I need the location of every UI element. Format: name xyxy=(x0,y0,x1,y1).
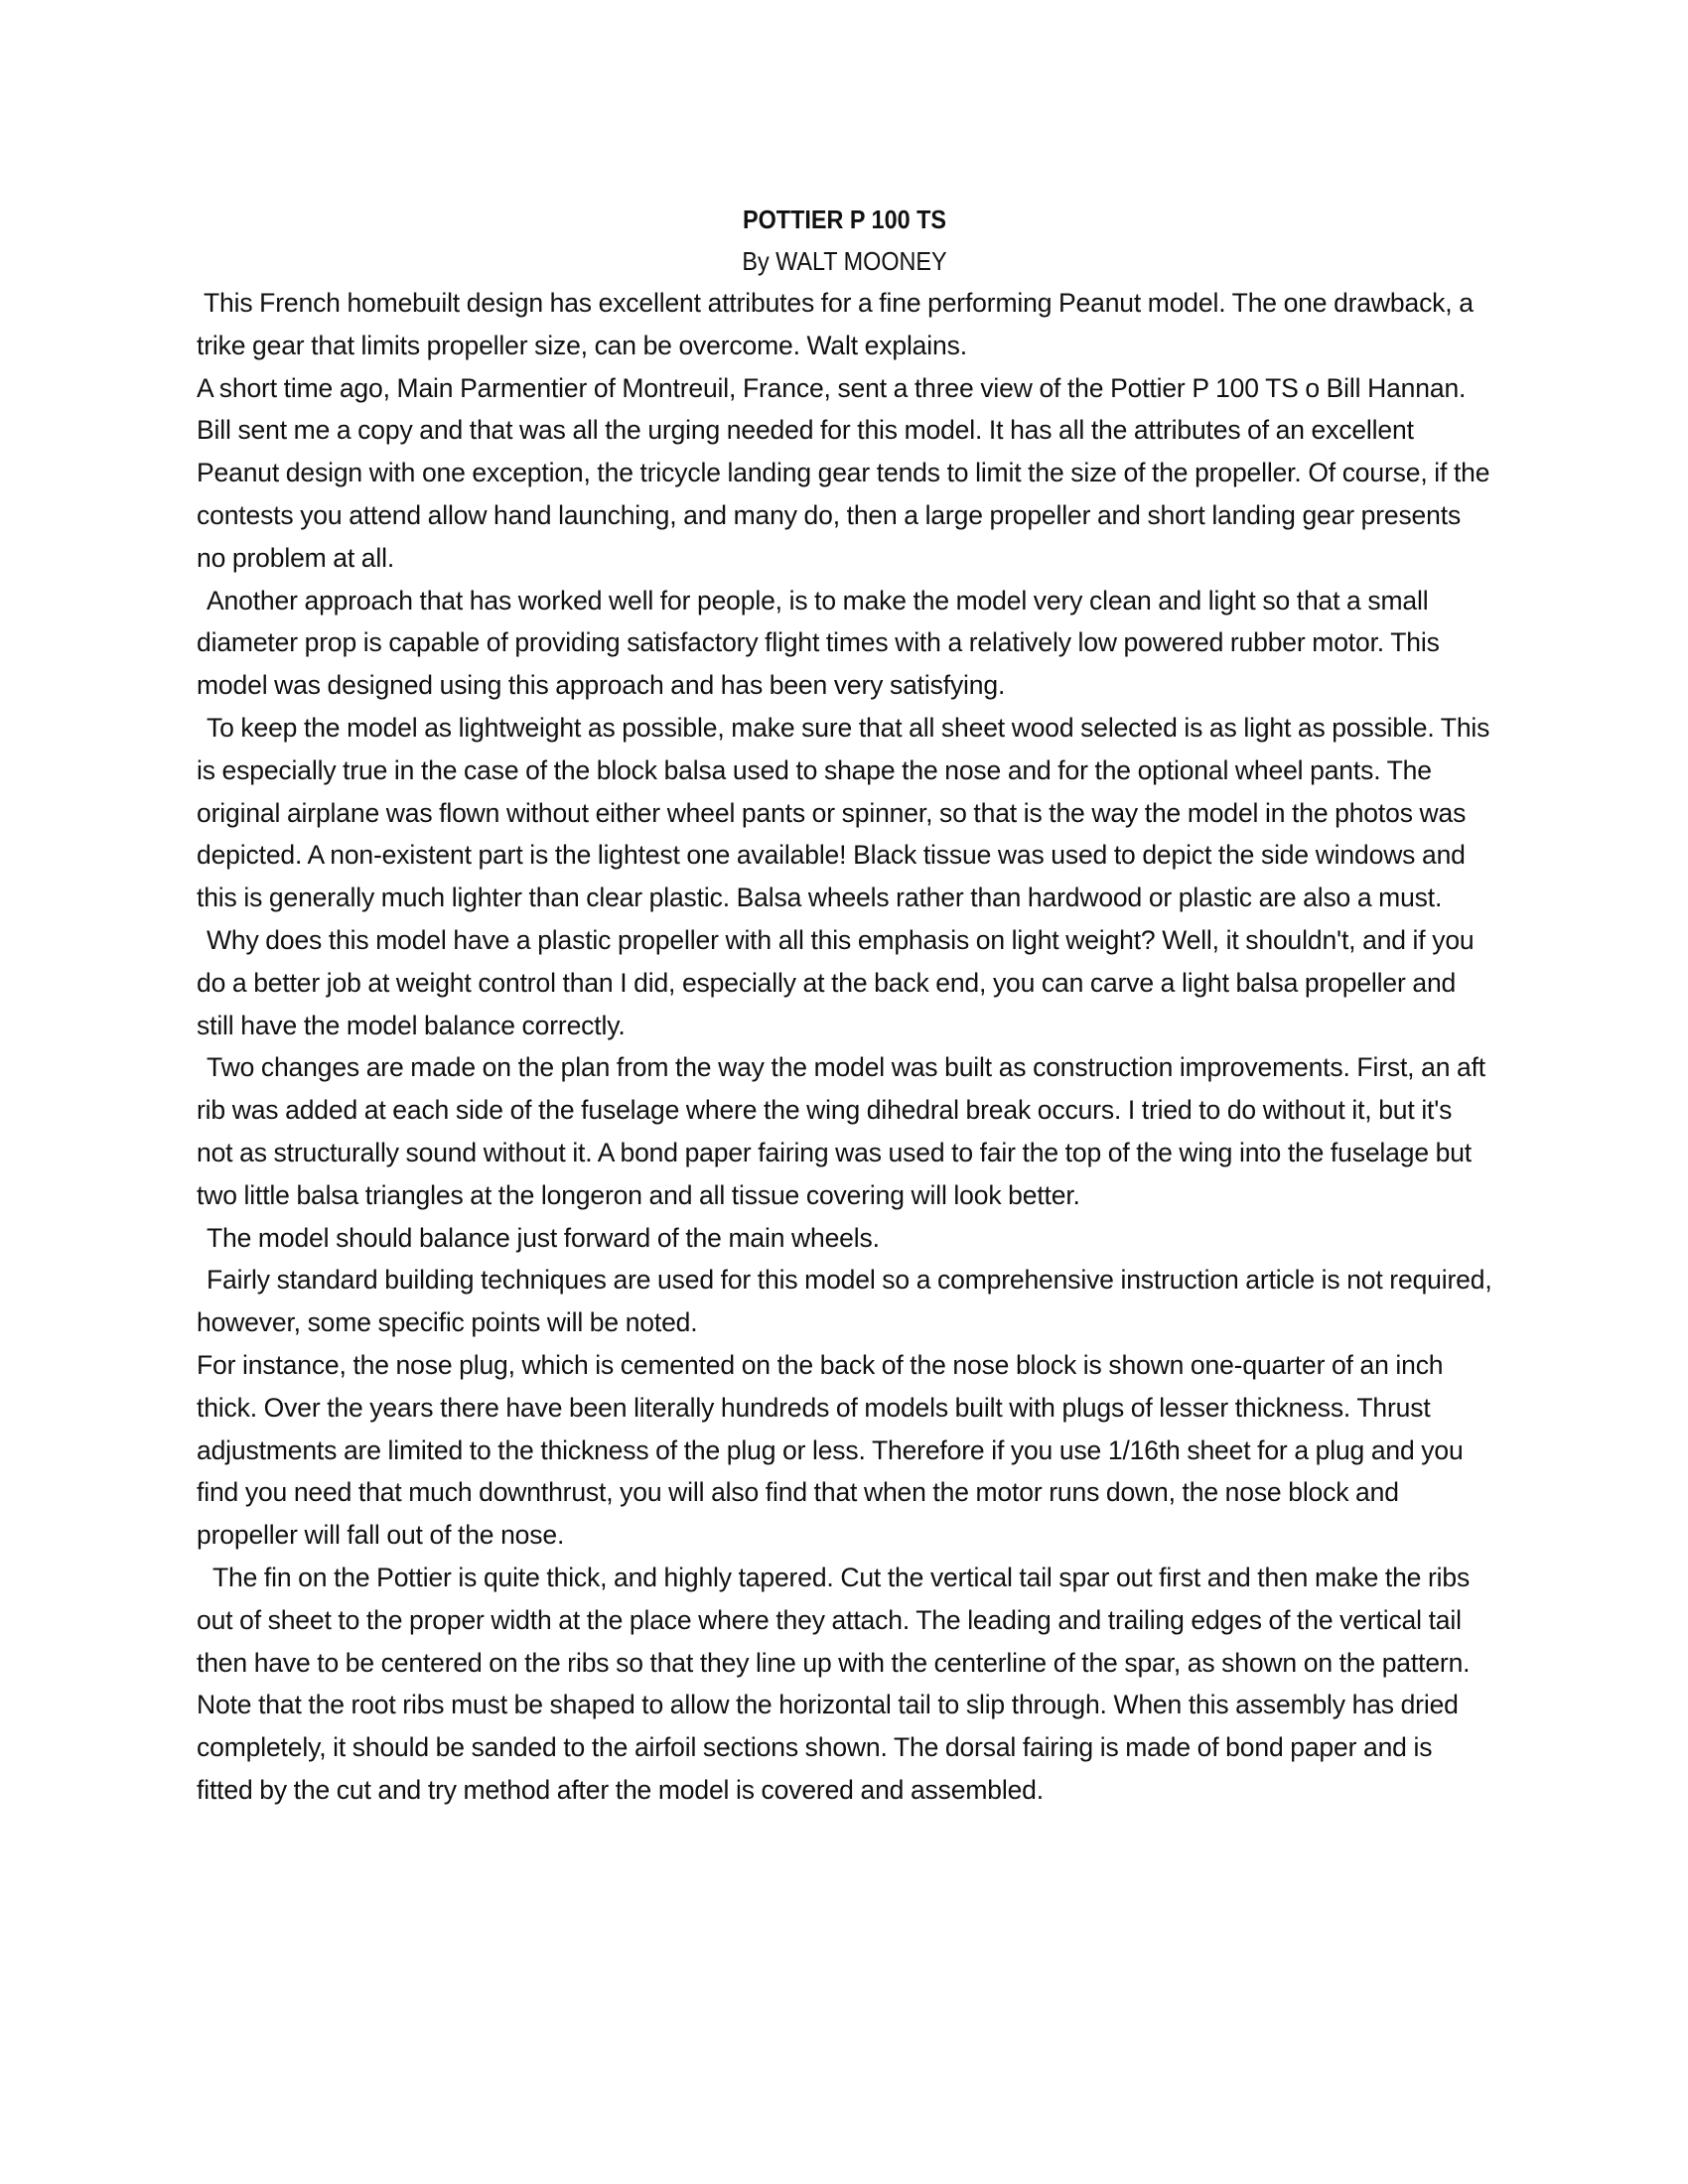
article-title: POTTIER P 100 TS xyxy=(742,205,947,234)
paragraph-approach: Another approach that has worked well for people, is to make the model very clean and light so that a small diameter prop is capable of providing satisfactory flight times with a relatively low powered rubber motor. This model was designed using this approach and has been very satisfying. xyxy=(197,585,1440,701)
paragraph-fin: The fin on the Pottier is quite thick, and highly tapered. Cut the vertical tail spar out first and then make the ribs out of sheet to the proper width at the place where they attach. The leading and trailing edges of the vertical tail then have to be centered on the ribs so that they line up with the centerline of the spar, as shown on the pattern. Note that the root ribs must be shaped to allow the horizontal tail to slip through. When this assembly has dried completely, it should be sanded to the airfoil sections shown. The dorsal fairing is made of bond paper and is fitted by the cut and try method after the model is covered and assembled. xyxy=(197,1562,1471,1805)
paragraph-changes: Two changes are made on the plan from the way the model was built as construction improvements. First, an aft rib was added at each side of the fuselage where the wing dihedral break occurs. I tried to do without it, but it's not as structurally sound without it. A bond paper fairing was used to fair the top of the wing into the fuselage but two little balsa triangles at the longeron and all tissue covering will look better. xyxy=(197,1052,1486,1210)
paragraph-nose-plug: For instance, the nose plug, which is cemented on the back of the nose block is shown one-quarter of an inch thick. Over the years there have been literally hundreds of models built with plugs of lesser thickness. Thrust adjustments are limited to the thickness of the plug or less. Therefore if you use 1/16th sheet for a plug and you find you need that much downthrust, you will also find that when the motor runs down, the nose block and propeller will fall out of the nose. xyxy=(197,1349,1464,1551)
paragraph-propeller: Why does this model have a plastic propeller with all this emphasis on light weight? Well, it shouldn't, and if you do a better job at weight control than I did, especially at the back end, you can carve a light balsa propeller and still have the model balance correctly. xyxy=(197,924,1475,1040)
article-byline: By WALT MOONEY xyxy=(742,246,947,276)
paragraph-balance: The model should balance just forward of the main wheels. xyxy=(207,1222,880,1253)
paragraph-intro: This French homebuilt design has excellent attributes for a fine performing Peanut model. The one drawback, a trike gear that limits propeller size, can be overcome. Walt explains. xyxy=(197,288,1474,360)
paragraph-techniques: Fairly standard building techniques are used for this model so a comprehensive instruction article is not required, however, some specific points will be noted. xyxy=(197,1265,1492,1338)
article xyxy=(197,199,1492,1812)
paragraph-lightweight: To keep the model as lightweight as possible, make sure that all sheet wood selected is as light as possible. This is especially true in the case of the block balsa used to shape the nose and for the optional wheel pants. The original airplane was flown without either wheel pants or spinner, so that is the way the model in the photos was depicted. A non-existent part is the lightest one available! Black tissue was used to depict the side windows and this is generally much lighter than clear plastic. Balsa wheels rather than hardwood or plastic are also a must. xyxy=(197,712,1490,913)
paragraph-background: A short time ago, Main Parmentier of Montreuil, France, sent a three view of the Pottier P 100 TS o Bill Hannan. Bill sent me a copy and that was all the urging needed for this model. It has all the attributes of an excellent Peanut design with one exception, the tricycle landing gear tends to limit the size of the propeller. Of course, if the contests you attend allow hand launching, and many do, then a large propeller and short landing gear presents no problem at all. xyxy=(197,372,1490,573)
